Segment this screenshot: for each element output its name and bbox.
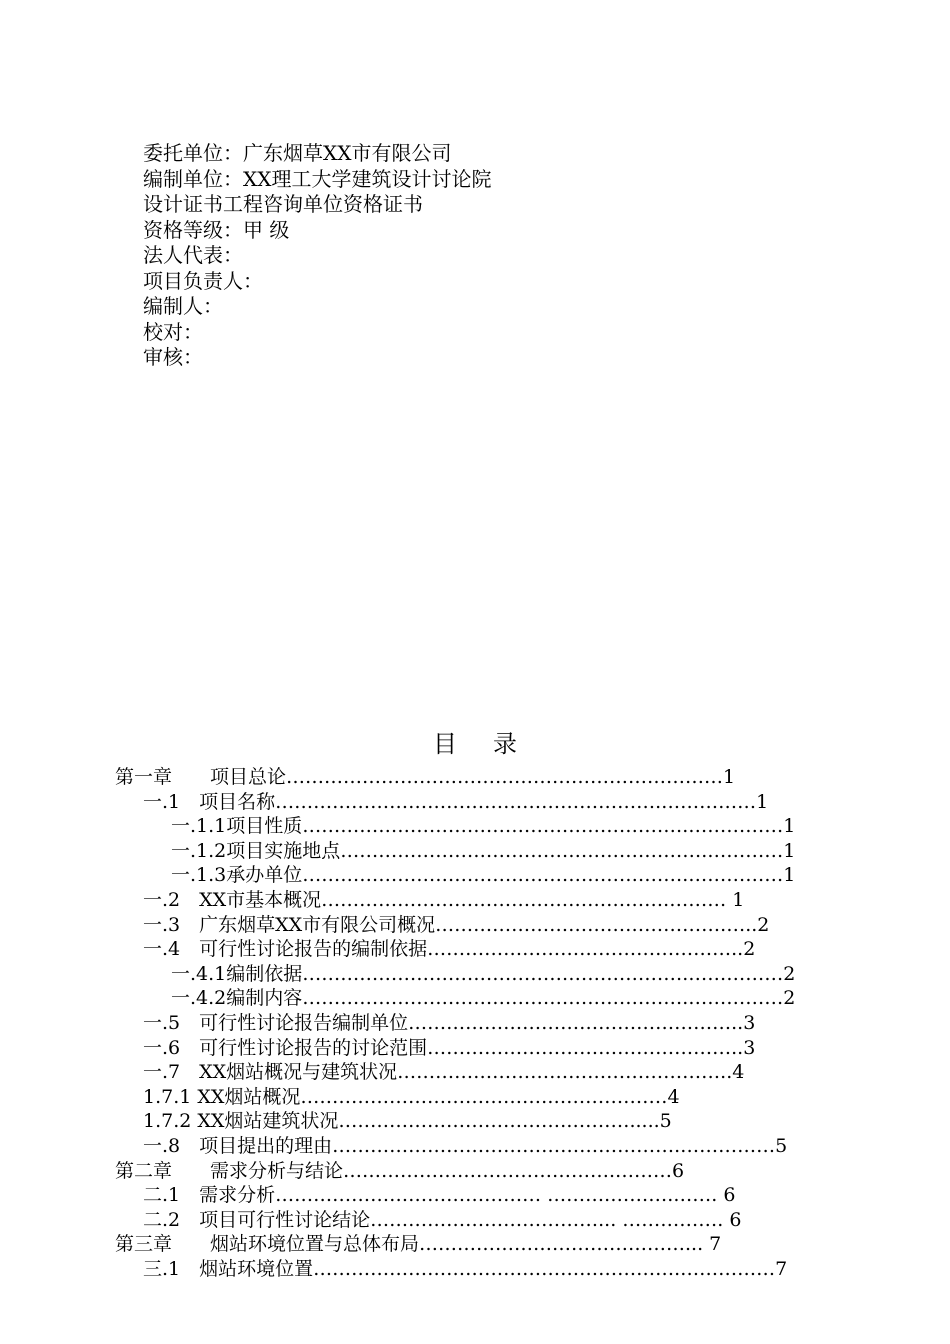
toc-entry[interactable] xyxy=(0,1109,950,1134)
toc-entry-text: 一.1.1项目性质…………………………………………………….……………1 xyxy=(171,815,796,838)
toc-entry[interactable] xyxy=(0,1060,950,1085)
toc-entry-text: 一.4 可行性讨论报告的编制依据…………………………………………..2 xyxy=(143,938,756,961)
toc-entry-text: 一.2 XX市基本概况……………………………………………….……… 1 xyxy=(143,888,745,911)
toc-entry[interactable] xyxy=(0,1183,950,1208)
toc-entry-text: 一.7 XX烟站概况与建筑状况……………………………………………..4 xyxy=(143,1061,745,1084)
toc-entry[interactable] xyxy=(0,888,950,913)
toc-entry[interactable] xyxy=(0,839,950,864)
project-leader: 项目负责人： xyxy=(143,268,263,293)
toc-entry[interactable] xyxy=(0,765,950,790)
toc-entry-text: 二.2 项目可行性讨论结论………………………………... ……………. 6 xyxy=(143,1208,742,1231)
toc-entry[interactable] xyxy=(0,1232,950,1257)
toc-entry-text: 1.7.2 XX烟站建筑状况……………………………….……….....5 xyxy=(143,1110,672,1133)
cover-info xyxy=(143,141,491,371)
qualification-grade: 资格等级：甲 级 xyxy=(143,217,290,242)
toc-entry-text: 一.8 项目提出的理由……………………………………………….……………5 xyxy=(143,1134,788,1157)
toc-entry-text: 第一章 项目总论……………………………………………………………1 xyxy=(115,766,736,788)
toc-title xyxy=(0,724,950,759)
toc-title-char-2: 录 xyxy=(493,730,517,758)
toc-entry[interactable] xyxy=(0,1011,950,1036)
table-of-contents xyxy=(0,765,950,1281)
toc-entry[interactable] xyxy=(0,863,950,888)
toc-entry[interactable] xyxy=(0,937,950,962)
toc-entry[interactable] xyxy=(0,913,950,938)
toc-entry-text: 1.7.1 XX烟站概况………………………………….………………4 xyxy=(143,1085,680,1108)
certificate-line: 设计证书工程咨询单位资格证书 xyxy=(143,192,423,216)
toc-entry[interactable] xyxy=(0,790,950,815)
toc-entry[interactable] xyxy=(0,986,950,1011)
legal-representative: 法人代表： xyxy=(143,243,243,267)
toc-entry-text: 一.4.2编制内容…………………………………………………….……………2 xyxy=(171,987,796,1010)
toc-entry-text: 一.1 项目名称…………………………………………………….……………1 xyxy=(143,790,769,813)
toc-title-char-1: 目 xyxy=(433,730,457,758)
toc-entry-text: 第三章 烟站环境位置与总体布局……………………………………... 7 xyxy=(115,1233,722,1256)
commissioning-unit: 委托单位：广东烟草XX市有限公司 xyxy=(143,141,452,165)
toc-entry-text: 一.1.3承办单位…………………………………………………….……………1 xyxy=(171,864,796,887)
reviewer: 审核： xyxy=(143,345,203,369)
toc-entry[interactable] xyxy=(0,1085,950,1110)
compiling-unit: 编制单位：XX理工大学建筑设计讨论院 xyxy=(143,166,492,191)
toc-entry-text: 一.1.2项目实施地点………………………………………………….…………1 xyxy=(171,839,796,862)
toc-entry[interactable] xyxy=(0,1134,950,1159)
toc-entry-text: 一.3 广东烟草XX市有限公司概况……………………………………….…..2 xyxy=(143,913,770,936)
toc-entry-text: 三.1 烟站环境位置………………………………………………….……………7 xyxy=(143,1257,788,1280)
toc-entry[interactable] xyxy=(0,1208,950,1233)
toc-entry[interactable] xyxy=(0,1036,950,1061)
toc-entry[interactable] xyxy=(0,1257,950,1282)
toc-entry-text: 一.4.1编制依据…………………………………………………….……………2 xyxy=(171,962,796,985)
toc-entry-text: 二.1 需求分析…………………………………… ……….……….……. 6 xyxy=(143,1184,736,1207)
toc-entry-text: 第二章 需求分析与结论…………………………………….………6 xyxy=(115,1159,685,1182)
toc-entry[interactable] xyxy=(0,814,950,839)
toc-entry-text: 一.6 可行性讨论报告的讨论范围…………………………………………..3 xyxy=(143,1036,756,1059)
toc-entry[interactable] xyxy=(0,1159,950,1184)
toc-entry-text: 一.5 可行性讨论报告编制单位……………………………………………..3 xyxy=(143,1011,756,1034)
proofreader: 校对： xyxy=(143,319,203,344)
toc-entry[interactable] xyxy=(0,962,950,987)
compiler: 编制人： xyxy=(143,294,223,318)
